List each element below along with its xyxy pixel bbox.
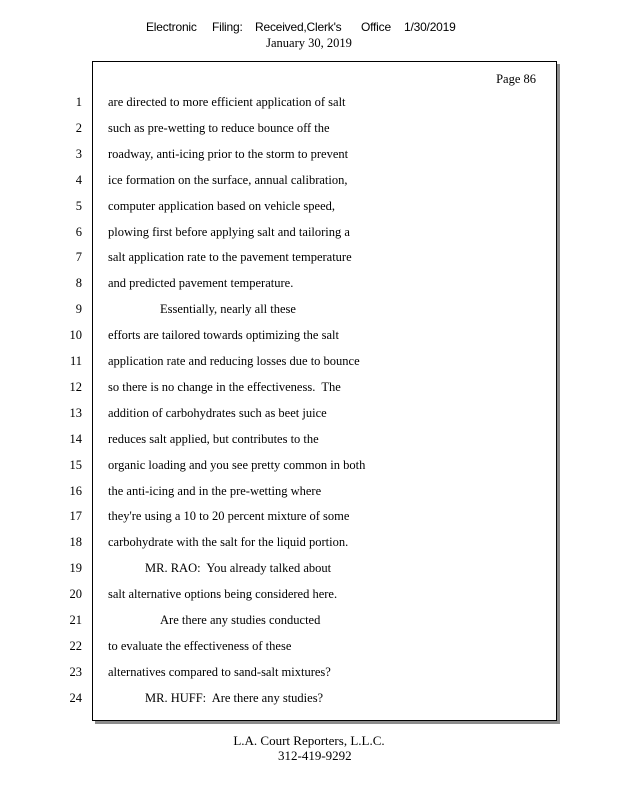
line-number: 10 [69, 328, 82, 342]
transcript-line: MR. HUFF: Are there any studies? [145, 691, 324, 705]
transcript-line: computer application based on vehicle speed, [108, 199, 336, 213]
line-number: 21 [69, 613, 82, 627]
transcript-line: plowing first before applying salt and tailoring a [108, 225, 350, 239]
transcript-line: Are there any studies conducted [160, 613, 321, 627]
transcript-line: alternatives compared to sand-salt mixtures? [108, 665, 331, 679]
line-number: 13 [69, 406, 82, 420]
line-number: 2 [75, 121, 82, 135]
page-number: Page 86 [496, 72, 536, 86]
header-date: January 30, 2019 [266, 36, 352, 50]
filing-stamp-office: Office [361, 20, 391, 34]
transcript-line: salt application rate to the pavement temperature [108, 250, 352, 264]
line-number: 23 [69, 665, 82, 679]
transcript-line: roadway, anti-icing prior to the storm to prevent [108, 147, 349, 161]
line-number: 9 [75, 302, 82, 316]
transcript-line: the anti-icing and in the pre-wetting where [108, 484, 322, 498]
transcript-line: MR. RAO: You already talked about [145, 561, 332, 575]
line-number: 4 [75, 173, 82, 187]
line-number: 1 [75, 95, 82, 109]
footer-company: L.A. Court Reporters, L.L.C. [233, 733, 385, 748]
filing-stamp-electronic: Electronic [146, 20, 197, 34]
line-number: 3 [75, 147, 82, 161]
transcript-line: reduces salt applied, but contributes to the [108, 432, 319, 446]
transcript-line: efforts are tailored towards optimizing the salt [108, 328, 339, 342]
transcript-line: ice formation on the surface, annual calibration, [108, 173, 348, 187]
transcript-line: addition of carbohydrates such as beet juice [108, 406, 327, 420]
footer-phone: 312-419-9292 [278, 748, 352, 763]
line-number: 14 [69, 432, 82, 446]
transcript-line: salt alternative options being considered here. [108, 587, 338, 601]
line-number: 11 [69, 354, 82, 368]
line-number: 19 [69, 561, 82, 575]
transcript-line: application rate and reducing losses due to bounce [108, 354, 360, 368]
transcript-line: so there is no change in the effectiveness. The [108, 380, 341, 394]
line-number: 8 [75, 276, 82, 290]
line-number: 22 [69, 639, 82, 653]
line-number: 7 [75, 250, 82, 264]
line-number: 5 [75, 199, 82, 213]
transcript-line: carbohydrate with the salt for the liquid portion. [108, 535, 349, 549]
line-number: 17 [69, 509, 82, 523]
transcript-line: they're using a 10 to 20 percent mixture of some [108, 509, 350, 523]
line-number: 6 [75, 225, 82, 239]
filing-stamp-filing: Filing: [212, 20, 243, 34]
transcript-line: Essentially, nearly all these [160, 302, 296, 316]
line-number: 16 [69, 484, 82, 498]
line-number: 20 [69, 587, 82, 601]
line-number: 18 [69, 535, 82, 549]
line-number: 15 [69, 458, 82, 472]
line-number: 24 [69, 691, 82, 705]
transcript-line: to evaluate the effectiveness of these [108, 639, 292, 653]
filing-stamp-date: 1/30/2019 [404, 20, 456, 34]
filing-stamp-received: Received,Clerk's [255, 20, 342, 34]
line-number: 12 [69, 380, 82, 394]
transcript-line: are directed to more efficient application of salt [108, 95, 346, 109]
transcript-line: such as pre-wetting to reduce bounce off the [108, 121, 330, 135]
transcript-line: and predicted pavement temperature. [108, 276, 294, 290]
transcript-line: organic loading and you see pretty common in both [108, 458, 366, 472]
